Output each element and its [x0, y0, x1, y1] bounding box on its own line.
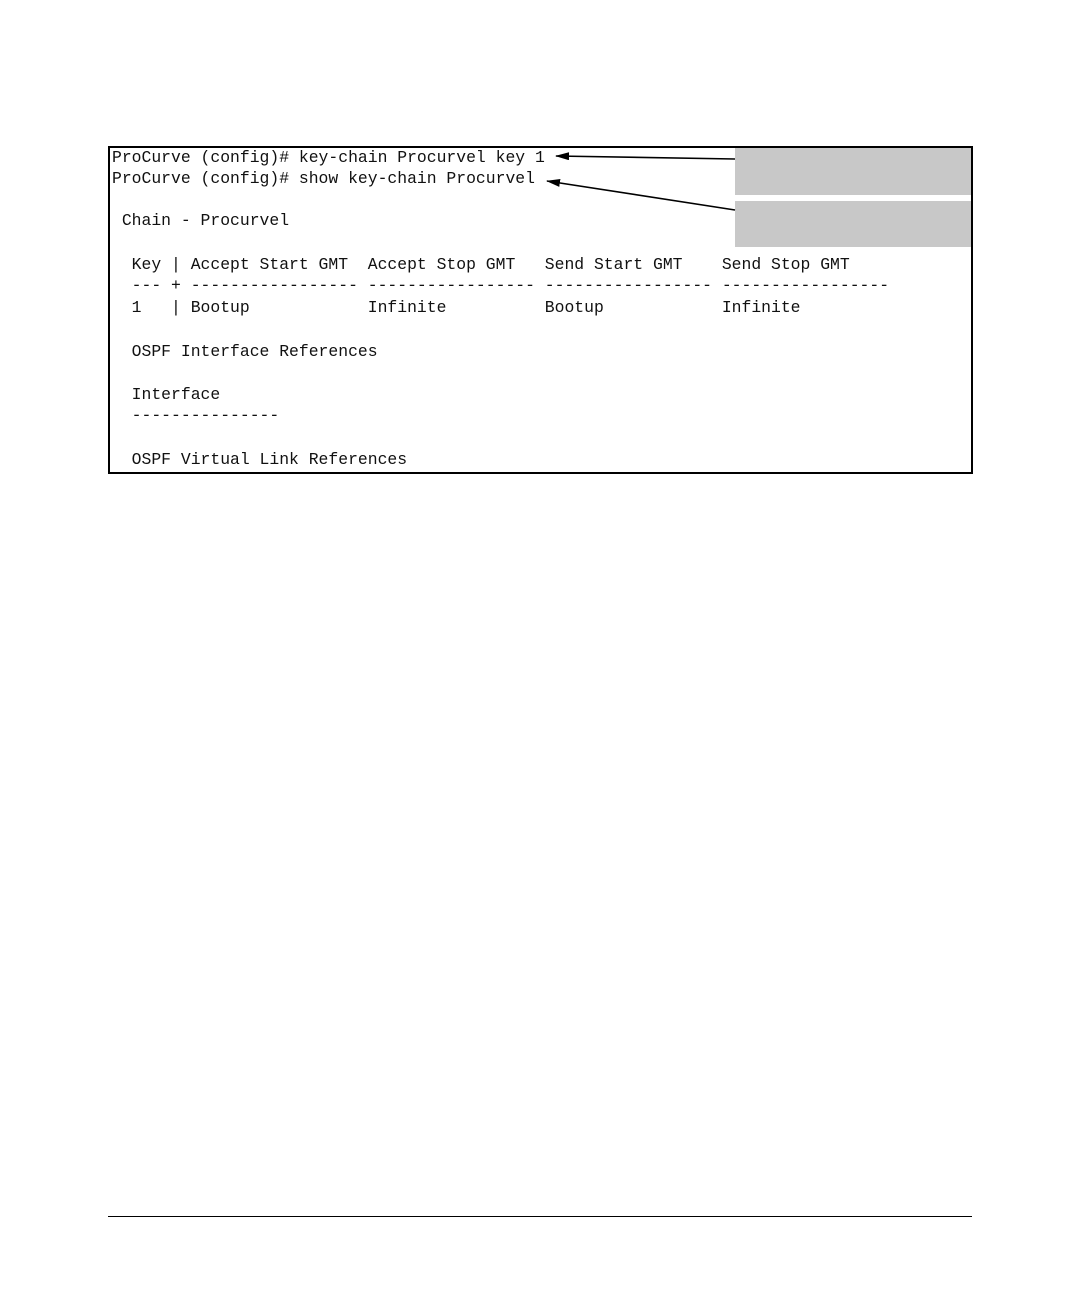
cli-output-panel [108, 146, 973, 474]
callout-box-2 [735, 201, 971, 247]
footer-divider [108, 1216, 972, 1217]
key-table-separator: --- + ----------------- ----------------- ----------------- ----------------- [112, 276, 890, 295]
callout-box-1 [735, 148, 971, 195]
ospf-interface-references-heading: OSPF Interface References [112, 342, 378, 361]
interface-column-header: Interface [112, 385, 221, 404]
chain-name-line: Chain - Procurvel [112, 211, 290, 230]
interface-column-separator: --------------- [112, 406, 280, 425]
cli-command-line-2: ProCurve (config)# show key-chain Procurvel [112, 169, 535, 188]
ospf-virtual-link-references-heading: OSPF Virtual Link References [112, 450, 408, 469]
cli-command-line-1: ProCurve (config)# key-chain Procurvel key 1 [112, 148, 545, 167]
key-table-row: 1 | Bootup Infinite Bootup Infinite [112, 298, 801, 317]
key-table-header: Key | Accept Start GMT Accept Stop GMT Send Start GMT Send Stop GMT [112, 255, 850, 274]
